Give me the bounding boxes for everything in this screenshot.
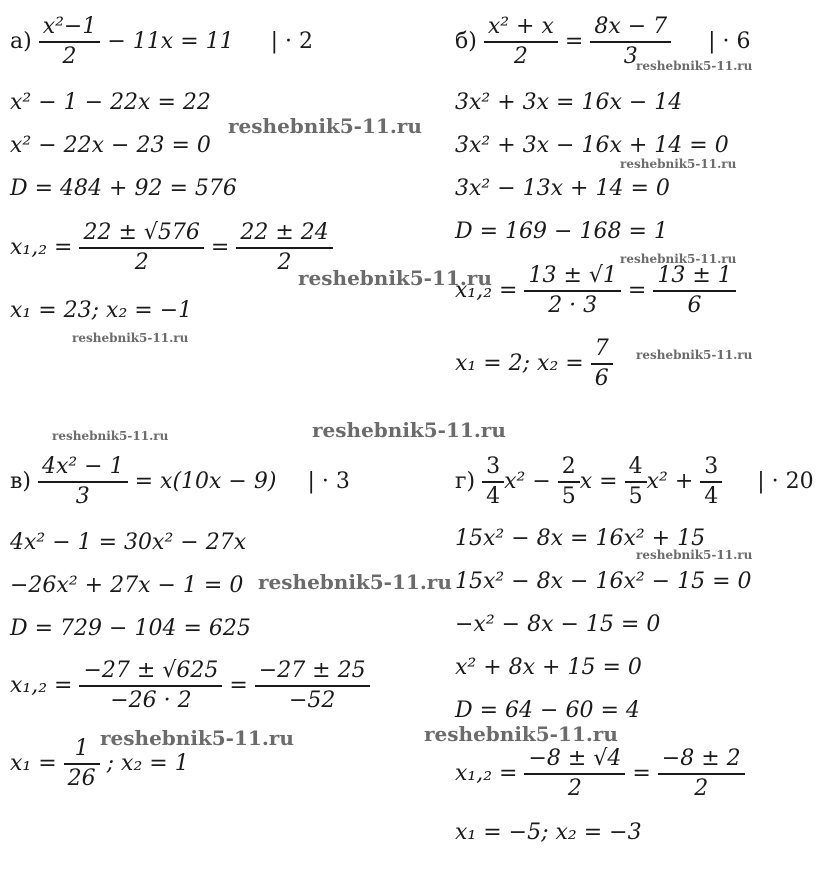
problem-a-answer: x₁ = 23; x₂ = −1 <box>10 298 193 323</box>
fraction-denominator: 6 <box>591 363 613 390</box>
problem-b-label: б) <box>455 29 477 54</box>
problem-g-step-5: x² + 8x + 15 = 0 <box>455 655 642 680</box>
fraction-denominator: −52 <box>255 685 370 712</box>
fraction-denominator: 2 <box>484 41 558 68</box>
fraction-denominator: 26 <box>64 763 100 790</box>
problem-v-step-2: 4x² − 1 = 30x² − 27x <box>10 530 247 555</box>
problem-v-roots-formula <box>10 660 370 712</box>
fraction-numerator: x²−1 <box>42 14 97 39</box>
equation-rest: − 11x = 11 <box>107 29 234 54</box>
equation-rest: = x(10x − 9) <box>134 469 277 494</box>
multiplier: | · 20 <box>757 469 814 494</box>
multiplier: | · 6 <box>708 29 751 54</box>
fraction-denominator: 3 <box>590 41 671 68</box>
roots-fraction-1 <box>79 222 203 274</box>
problem-b-step-2: 3x² + 3x = 16x − 14 <box>455 90 683 115</box>
problem-b-answer <box>455 338 613 390</box>
coef-fraction-1 <box>482 456 504 508</box>
coef-fraction-2 <box>558 456 580 508</box>
roots-fraction-1 <box>524 265 620 317</box>
equals-sign: = <box>564 29 584 54</box>
roots-fraction-2 <box>653 265 735 317</box>
answer-fraction <box>64 738 100 790</box>
fraction-numerator: −27 ± √625 <box>83 658 219 683</box>
answer-prefix: x₁ = <box>10 751 57 776</box>
problem-b-discriminant: D = 169 − 168 = 1 <box>455 219 668 244</box>
fraction-numerator: 4x² − 1 <box>41 454 124 479</box>
multiplier: | · 2 <box>270 29 314 54</box>
problem-g-answer: x₁ = −5; x₂ = −3 <box>455 820 642 845</box>
fraction-denominator: 2 <box>524 773 625 800</box>
problem-g-step-3: 15x² − 8x − 16x² − 15 = 0 <box>455 569 752 594</box>
watermark: reshebnik5-11.ru <box>636 59 753 73</box>
fraction-denominator: −26 · 2 <box>79 685 222 712</box>
watermark: reshebnik5-11.ru <box>298 266 492 290</box>
roots-lhs: x₁,₂ = <box>455 761 518 786</box>
roots-fraction-2 <box>255 660 370 712</box>
problem-b-step-3: 3x² + 3x − 16x + 14 = 0 <box>455 133 729 158</box>
equals-sign: = <box>627 278 647 303</box>
problem-b-roots-formula <box>455 265 736 317</box>
watermark: reshebnik5-11.ru <box>424 722 618 746</box>
term-3: x² + <box>646 469 694 494</box>
fraction-denominator: 4 <box>482 481 504 508</box>
equals-sign: = <box>210 235 230 260</box>
watermark: reshebnik5-11.ru <box>620 157 737 171</box>
watermark: reshebnik5-11.ru <box>100 726 294 750</box>
fraction-numerator: 7 <box>594 336 609 361</box>
fraction-denominator: 3 <box>38 481 128 508</box>
fraction-numerator: 2 <box>561 454 576 479</box>
fraction-denominator: 4 <box>700 481 722 508</box>
term-2: x = <box>579 469 618 494</box>
fraction-numerator: −8 ± 2 <box>661 746 741 771</box>
problem-a-roots-formula <box>10 222 333 274</box>
term-1: x² − <box>504 469 551 494</box>
roots-fraction-1 <box>79 660 222 712</box>
problem-g-label: г) <box>455 469 476 494</box>
fraction-numerator: 13 ± √1 <box>528 263 617 288</box>
fraction-numerator: −27 ± 25 <box>258 658 366 683</box>
fraction-numerator: 22 ± 24 <box>240 220 329 245</box>
fraction-denominator: 2 <box>79 247 203 274</box>
coef-fraction-3 <box>625 456 647 508</box>
problem-v-step-3: −26x² + 27x − 1 = 0 <box>10 573 244 598</box>
fraction-numerator: 1 <box>74 736 89 761</box>
problem-a-step-2: x² − 1 − 22x = 22 <box>10 90 211 115</box>
problem-g-roots-formula <box>455 748 745 800</box>
equals-sign: = <box>229 673 248 698</box>
roots-lhs: x₁,₂ = <box>10 673 73 698</box>
problem-a-step-3: x² − 22x − 23 = 0 <box>10 133 211 158</box>
problem-b-fraction-left <box>484 16 558 68</box>
problem-v-equation <box>10 456 350 508</box>
problem-a-discriminant: D = 484 + 92 = 576 <box>10 176 237 201</box>
fraction-denominator: 2 <box>658 773 745 800</box>
fraction-numerator: 3 <box>486 454 501 479</box>
watermark: reshebnik5-11.ru <box>636 548 753 562</box>
watermark: reshebnik5-11.ru <box>72 331 189 345</box>
roots-fraction-2 <box>658 748 745 800</box>
watermark: reshebnik5-11.ru <box>258 570 452 594</box>
watermark: reshebnik5-11.ru <box>620 252 737 266</box>
problem-b-step-4: 3x² − 13x + 14 = 0 <box>455 176 670 201</box>
fraction-numerator: 13 ± 1 <box>657 263 732 288</box>
fraction-numerator: 8x − 7 <box>594 14 668 39</box>
fraction-numerator: −8 ± √4 <box>528 746 622 771</box>
fraction-numerator: 4 <box>628 454 643 479</box>
fraction-denominator: 2 <box>39 41 101 68</box>
fraction-numerator: 22 ± √576 <box>83 220 200 245</box>
answer-prefix: x₁ = 2; x₂ = <box>455 351 584 376</box>
roots-fraction-1 <box>524 748 625 800</box>
problem-g-step-2: 15x² − 8x = 16x² + 15 <box>455 526 706 551</box>
problem-g-equation <box>455 456 814 508</box>
watermark: reshebnik5-11.ru <box>312 418 506 442</box>
watermark: reshebnik5-11.ru <box>636 348 753 362</box>
roots-lhs: x₁,₂ = <box>455 278 518 303</box>
answer-fraction <box>591 338 613 390</box>
problem-a-label: а) <box>10 29 32 54</box>
problem-v-fraction <box>38 456 128 508</box>
watermark: reshebnik5-11.ru <box>52 429 169 443</box>
fraction-denominator: 5 <box>558 481 580 508</box>
equals-sign: = <box>632 761 651 786</box>
fraction-numerator: 3 <box>704 454 719 479</box>
fraction-denominator: 5 <box>625 481 647 508</box>
answer-suffix: ; x₂ = 1 <box>106 751 189 776</box>
problem-v-discriminant: D = 729 − 104 = 625 <box>10 616 251 641</box>
watermark: reshebnik5-11.ru <box>228 114 422 138</box>
coef-fraction-4 <box>700 456 722 508</box>
fraction-denominator: 2 · 3 <box>524 290 620 317</box>
fraction-numerator: x² + x <box>487 14 554 39</box>
problem-g-step-4: −x² − 8x − 15 = 0 <box>455 612 661 637</box>
fraction-denominator: 6 <box>653 290 735 317</box>
multiplier: | · 3 <box>307 469 350 494</box>
problem-a-fraction <box>39 16 101 68</box>
problem-v-label: в) <box>10 469 31 494</box>
problem-a-equation <box>10 16 313 68</box>
fraction-denominator: 2 <box>236 247 332 274</box>
problem-g-discriminant: D = 64 − 60 = 4 <box>455 698 640 723</box>
roots-lhs: x₁,₂ = <box>10 235 73 260</box>
